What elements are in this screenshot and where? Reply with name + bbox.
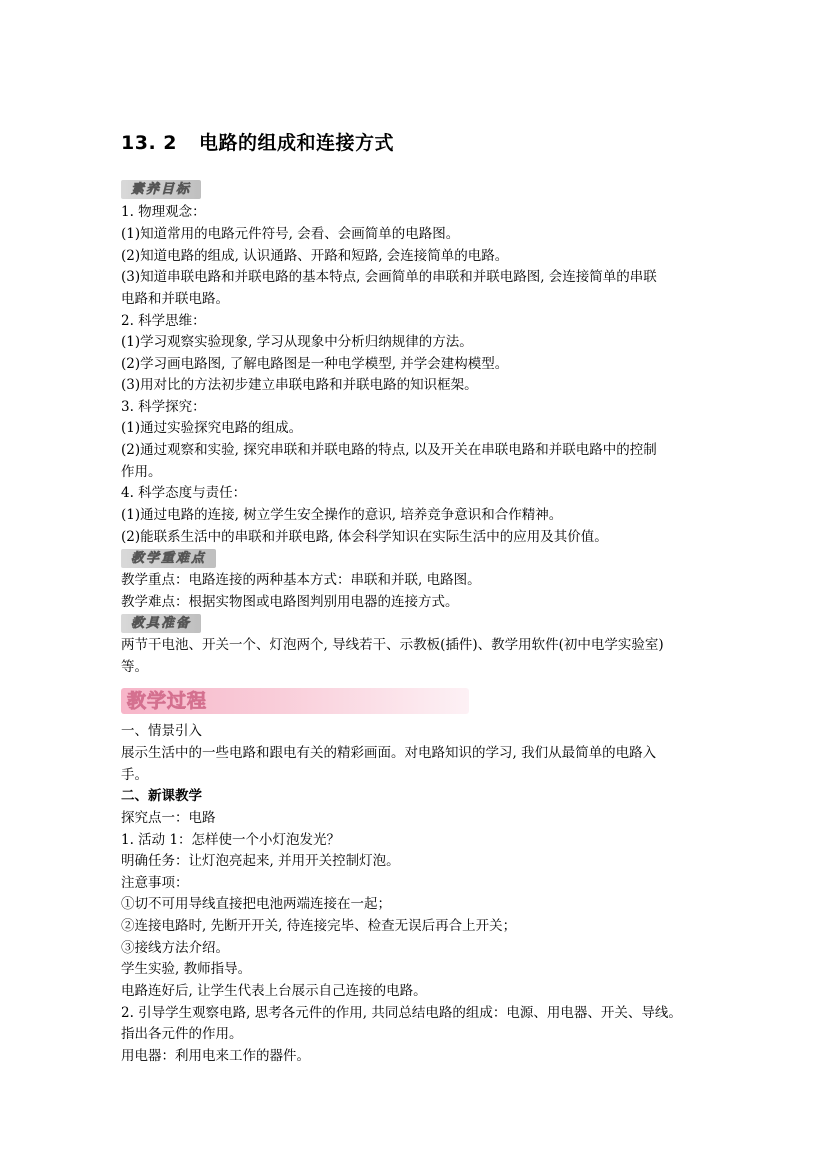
process-line: 2. 引导学生观察电路, 思考各元件的作用, 共同总结电路的组成：电源、用电器、开关、导线。 [121,1005,682,1021]
goal-line: (3)知道串联电路和并联电路的基本特点, 会画简单的串联和并联电路图, 会连接简单的串联 [121,269,657,285]
goal-line: (2)通过观察和实验, 探究串联和并联电路的特点, 以及开关在串联电路和并联电路中的控制 [121,442,657,458]
goal-line: 4. 科学态度与责任： [121,485,247,501]
goal-line: (1)通过电路的连接, 树立学生安全操作的意识, 培养竞争意识和合作精神。 [121,507,563,523]
key-point-line: 教学重点：电路连接的两种基本方式：串联和并联, 电路图。 [121,572,481,588]
process-line: ①切不可用导线直接把电池两端连接在一起； [121,896,391,912]
process-line: 明确任务：让灯泡亮起来, 并用开关控制灯泡。 [121,853,400,869]
page-title [121,128,394,155]
process-line: 用电器：利用电来工作的器件。 [121,1048,310,1064]
process-line: 注意事项： [121,875,189,891]
process-line: 探究点一：电路 [121,810,216,826]
process-heading-badge: 教学过程 [121,688,469,714]
goal-line: (2)能联系生活中的串联和并联电路, 体会科学知识在实际生活中的应用及其价值。 [121,529,608,545]
goal-line: (2)知道电路的组成, 认识通路、开路和短路, 会连接简单的电路。 [121,248,509,264]
goal-line: (1)学习观察实验现象, 学习从现象中分析归纳规律的方法。 [121,334,473,350]
goal-line: (1)知道常用的电路元件符号, 会看、会画简单的电路图。 [121,226,460,242]
goal-line: (2)学习画电路图, 了解电路图是一种电学模型, 并学会建构模型。 [121,356,509,372]
goal-line: (3)用对比的方法初步建立串联电路和并联电路的知识框架。 [121,377,478,393]
goal-line: 2. 科学思维： [121,313,206,329]
materials-line: 两节干电池、开关一个、灯泡两个, 导线若干、示教板(插件)、教学用软件(初中电学实验室) [121,637,664,653]
goal-line: 3. 科学探究： [121,399,206,415]
section-number: 13. 2 [121,132,177,154]
process-line: 一、情景引入 [121,723,202,739]
process-heading-line: 二、新课教学 [121,788,202,804]
goal-line: 作用。 [121,464,162,480]
process-line: 电路连好后, 让学生代表上台展示自己连接的电路。 [121,983,427,999]
materials-heading-badge: 教具准备 [121,614,201,633]
goal-line: 1. 物理观念： [121,204,206,220]
process-line: 指出各元件的作用。 [121,1026,243,1042]
process-line: 学生实验, 教师指导。 [121,961,252,977]
goal-line: (1)通过实验探究电路的组成。 [121,420,303,436]
key-point-line: 教学难点：根据实物图或电路图判别用电器的连接方式。 [121,594,459,610]
goals-heading-badge: 素养目标 [121,180,201,199]
section-title: 电路的组成和连接方式 [199,132,395,154]
process-line: ③接线方法介绍。 [121,940,229,956]
materials-line: 等。 [121,659,148,675]
goal-line: 电路和并联电路。 [121,291,229,307]
process-line: 展示生活中的一些电路和跟电有关的精彩画面。对电路知识的学习, 我们从最简单的电路入 [121,745,657,761]
process-line: 1. 活动 1：怎样使一个小灯泡发光？ [121,832,341,848]
key-points-heading-badge: 教学重难点 [121,549,216,568]
process-line: ②连接电路时, 先断开开关, 待连接完毕、检查无误后再合上开关； [121,918,517,934]
process-line: 手。 [121,767,148,783]
